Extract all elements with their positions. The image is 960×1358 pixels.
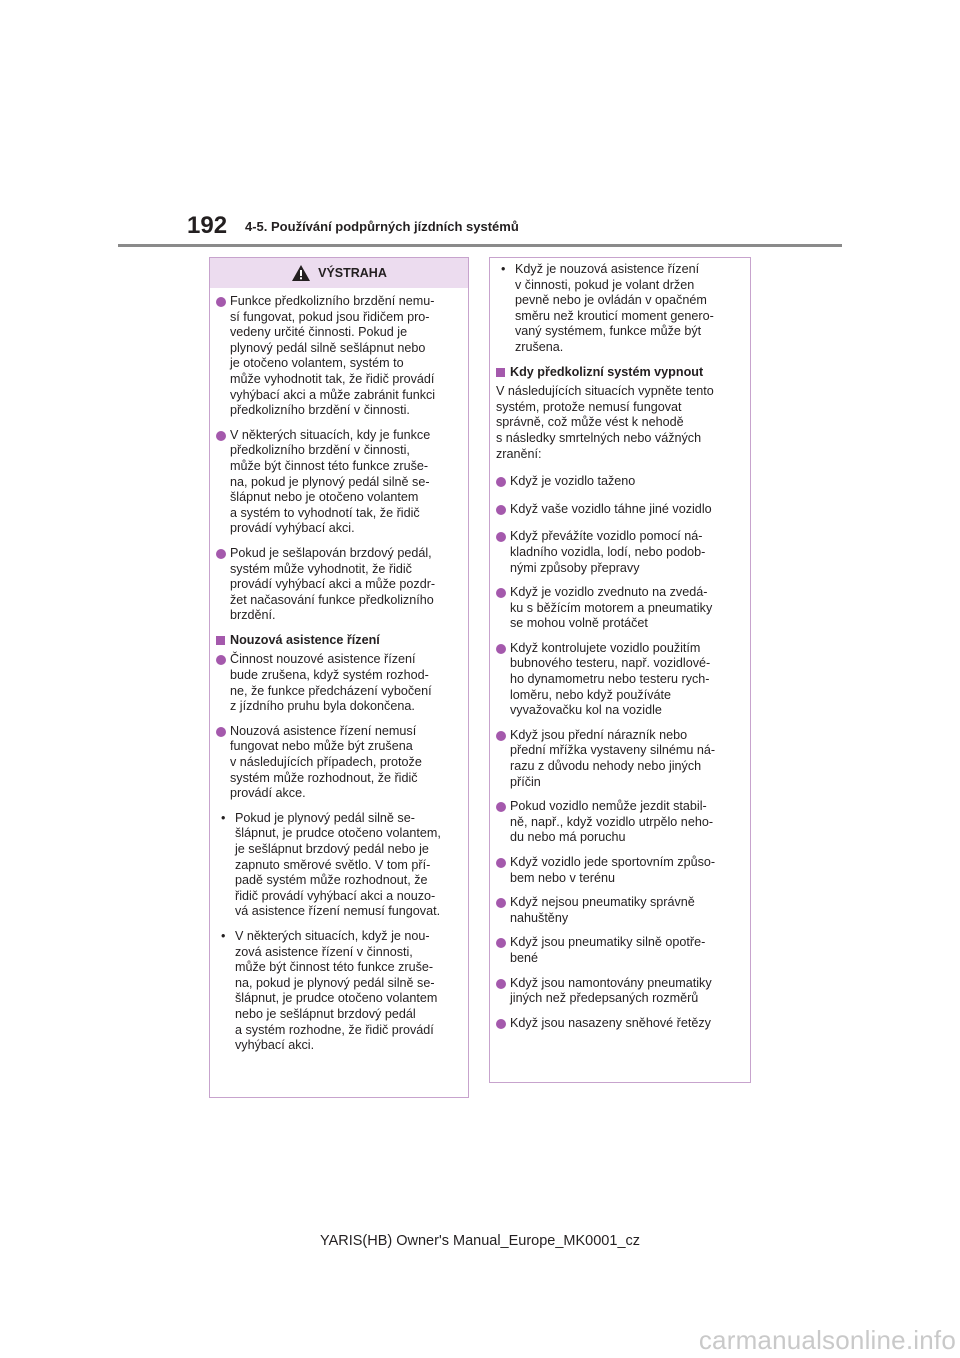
square-bullet-icon [216,636,225,645]
dash-bullet-icon: • [221,810,226,825]
bullet-dot-icon [496,532,506,542]
bullet-dot-icon [496,858,506,868]
list-item: Nouzová asistence řízení nemusí fungovat nebo může být zrušena v následujících případech, protože systém může rozhodnout, že řidič provádí akce. [216,724,462,802]
list-item: Když nejsou pneumatiky správně nahuštěny [496,895,744,926]
list-item: Když vozidlo jede sportovním způso- bem nebo v terénu [496,855,744,886]
list-item: Když převážíte vozidlo pomocí ná- kladního vozidla, lodí, nebo podob- nými způsoby přepravy [496,529,744,576]
bullet-dot-icon [216,655,226,665]
intro-paragraph: V následujících situacích vypněte tento systém, protože nemusí fungovat správně, což může vést k nehodě s následky smrtelných nebo vážných zranění: [496,384,714,461]
bullet-dot-icon [496,731,506,741]
header-rule [118,244,842,247]
subheading: Nouzová asistence řízení [216,633,462,649]
warning-content [210,288,468,1054]
warning-box [209,257,469,1098]
dash-item: • Pokud je plynový pedál silně se- šlápnut, je prudce otočeno volantem, je sešlápnut brzdový pedál nebo je zapnuto směrové světlo. V tom pří- padě systém může rozhodnout, že řidič provádí vyhýbací akci a nouzo- vá asistence řízení nemusí fungovat. [216,811,462,920]
warning-triangle-icon [291,264,311,282]
list-item: V některých situacích, kdy je funkce předkolizního brzdění v činnosti, může být činnost této funkce zruše- na, pokud je plynový pedál silně se- šlápnut nebo je otočeno volantem a systém to vyhodnotí tak, že řidič provádí vyhýbací akci. [216,428,462,537]
bullet-dot-icon [496,979,506,989]
bullet-dot-icon [216,431,226,441]
list-item: Funkce předkolizního brzdění nemu- sí fungovat, pokud jsou řidičem pro- vedeny určité činnosti. Pokud je plynový pedál silně sešlápnut nebo je otočeno volantem, systém to může vyhodnotit tak, že řidič provádí vyhýbací akci a může zabránit funkci předkolizního brzdění v činnosti. [216,294,462,419]
page-number: 192 [187,212,228,239]
bullet-dot-icon [496,1019,506,1029]
dash-item: • Když je nouzová asistence řízení v činnosti, pokud je volant držen pevně nebo je ovládán v opačném směru než krouticí moment genero- vaný systémem, funkce může být zrušena. [496,262,744,356]
list-item: Když jsou namontovány pneumatiky jiných než předepsaných rozměrů [496,976,744,1007]
list-item: Když jsou přední nárazník nebo přední mřížka vystaveny silnému ná- razu z důvodu nehody nebo jiných příčin [496,728,744,790]
bullet-dot-icon [216,727,226,737]
dash-bullet-icon: • [501,262,506,276]
bullet-dot-icon [496,588,506,598]
list-item: Když kontrolujete vozidlo použitím bubnového testeru, např. vozidlové- ho dynamometru nebo testeru rych- loměru, nebo když používáte vyvažovačku kol na vozidle [496,641,744,719]
bullet-dot-icon [496,898,506,908]
bullet-dot-icon [216,297,226,307]
dash-bullet-icon: • [221,928,226,943]
bullet-dot-icon [496,802,506,812]
info-box [489,257,751,1083]
list-item: Když je vozidlo zvednuto na zvedá- ku s běžícím motorem a pneumatiky se mohou volně protáčet [496,585,744,632]
list-item: Když jsou pneumatiky silně opotře- bené [496,935,744,966]
list-item: Činnost nouzové asistence řízení bude zrušena, když systém rozhod- ne, že funkce předcházení vybočení z jízdního pruhu byla dokončena. [216,652,462,714]
square-bullet-icon [496,368,505,377]
list-item: Když jsou nasazeny sněhové řetězy [496,1016,744,1032]
watermark: carmanualsonline.info [698,1325,956,1355]
bullet-dot-icon [216,549,226,559]
warning-title: VÝSTRAHA [318,266,387,280]
list-item: Když vaše vozidlo táhne jiné vozidlo [496,502,744,518]
bullet-dot-icon [496,505,506,515]
list-item: Když je vozidlo taženo [496,474,744,490]
list-item: Pokud vozidlo nemůže jezdit stabil- ně, např., když vozidlo utrpělo neho- du nebo má poruchu [496,799,744,846]
dash-item: • V některých situacích, když je nou- zová asistence řízení v činnosti, může být činnost této funkce zruše- na, pokud je plynový pedál silně se- šlápnut, je prudce otočeno volantem nebo je sešlápnut brzdový pedál a systém rozhodne, že řidič provádí vyhýbací akci. [216,929,462,1054]
section-title: 4-5. Používání podpůrných jízdních systémů [245,219,519,234]
list-item: Pokud je sešlapován brzdový pedál, systém může vyhodnotit, že řidič provádí vyhýbací akci a může pozdr- žet načasování funkce předkolizního brzdění. [216,546,462,624]
footer-text: YARIS(HB) Owner's Manual_Europe_MK0001_cz [319,1233,641,1249]
subheading: Kdy předkolizní systém vypnout [496,365,744,381]
bullet-dot-icon [496,644,506,654]
bullet-dot-icon [496,938,506,948]
info-content [490,258,750,1031]
bullet-dot-icon [496,477,506,487]
warning-header [210,258,468,288]
